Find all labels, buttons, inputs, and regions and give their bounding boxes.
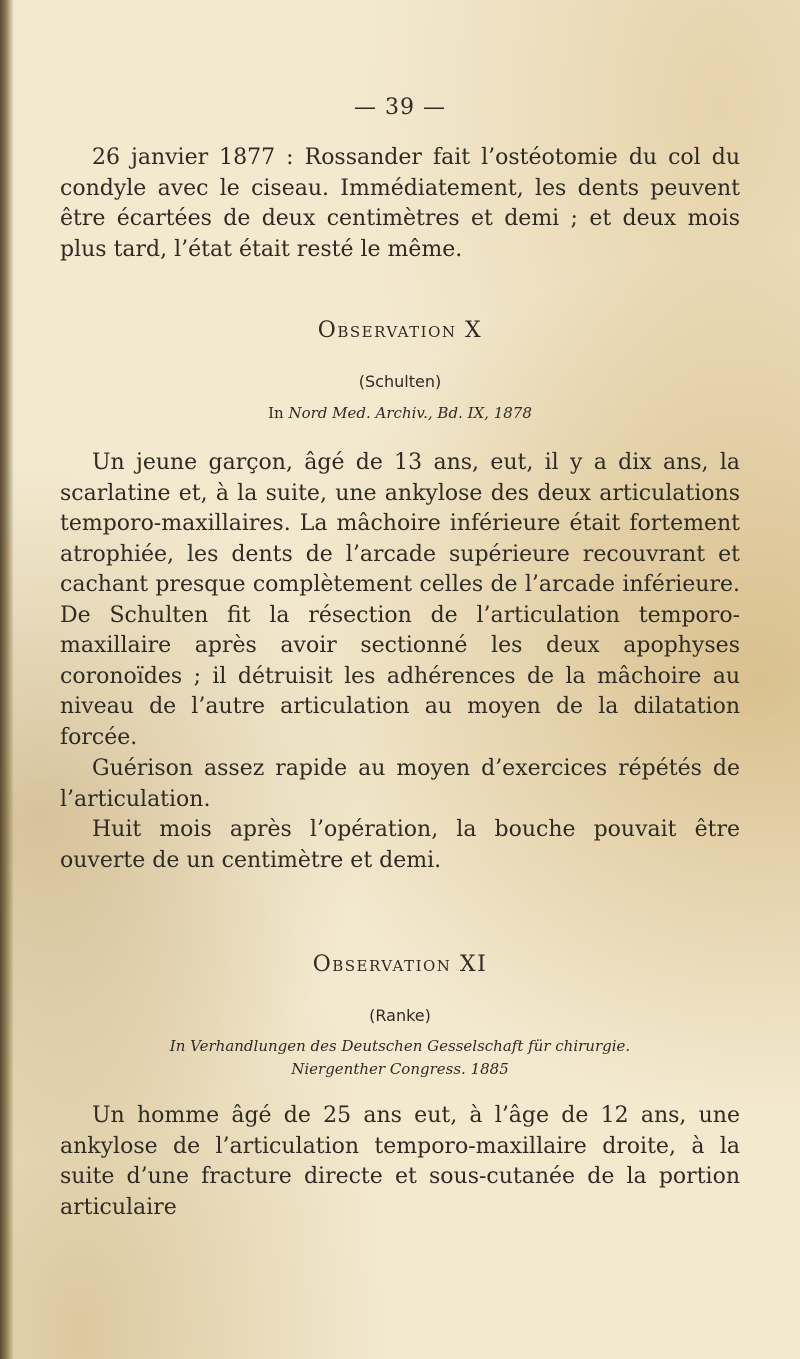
observation-xi-paragraph-1: Un homme âgé de 25 ans eut, à l’âge de 12 ans, une ankylose de l’articulation temporo-maxillaire droite, à la suite d’une fracture directe et sous-cutanée de la portion articulaire: [60, 1103, 740, 1220]
observation-x-paragraph-3: Huit mois après l’opération, la bouche pouvait être ouverte de un centimètre et demi.: [60, 817, 740, 873]
observation-xi-title: Observation XI: [312, 952, 488, 977]
observation-x-author: (Schulten): [358, 372, 442, 391]
observation-x-ref-source: Nord Med. Archiv., Bd. IX, 1878: [288, 404, 532, 422]
observation-x-title: Observation X: [317, 318, 483, 343]
page-edge-shadow: [0, 0, 14, 1359]
observation-xi-reference-line-1: In Verhandlungen des Deutschen Gesselschaft für chirurgie.: [169, 1037, 631, 1055]
intro-paragraph: 26 janvier 1877 : Rossander fait l’ostéotomie du col du condyle avec le ciseau. Immédiatement, les dents peuvent être écartées de deux centimètres et demi ; et deux mois plus tard, l’état était resté le même.: [60, 145, 740, 262]
observation-xi-author: (Ranke): [369, 1006, 431, 1025]
observation-x-paragraph-2: Guérison assez rapide au moyen d’exercices répétés de l’articulation.: [60, 756, 740, 812]
page-number: — 39 —: [354, 95, 446, 120]
observation-x-paragraph-1: Un jeune garçon, âgé de 13 ans, eut, il y a dix ans, la scarlatine et, à la suite, une ankylose des deux articulations temporo-maxillaires. La mâchoire inférieure était fortement atrophiée, les dents de l’arcade supérieure recouvrant et cachant presque complètement celles de l’arcade inférieure. De Schulten fit la résection de l’articulation temporo-maxillaire après avoir sectionné les deux apophyses coronoïdes ; il détruisit les adhérences de la mâchoire au niveau de l’autre articulation au moyen de la dilatation forcée.: [60, 450, 740, 750]
observation-x-reference: [0, 404, 800, 422]
observation-x-ref-prefix: In: [268, 404, 284, 422]
observation-xi-reference-line-2: Niergenther Congress. 1885: [291, 1060, 509, 1078]
